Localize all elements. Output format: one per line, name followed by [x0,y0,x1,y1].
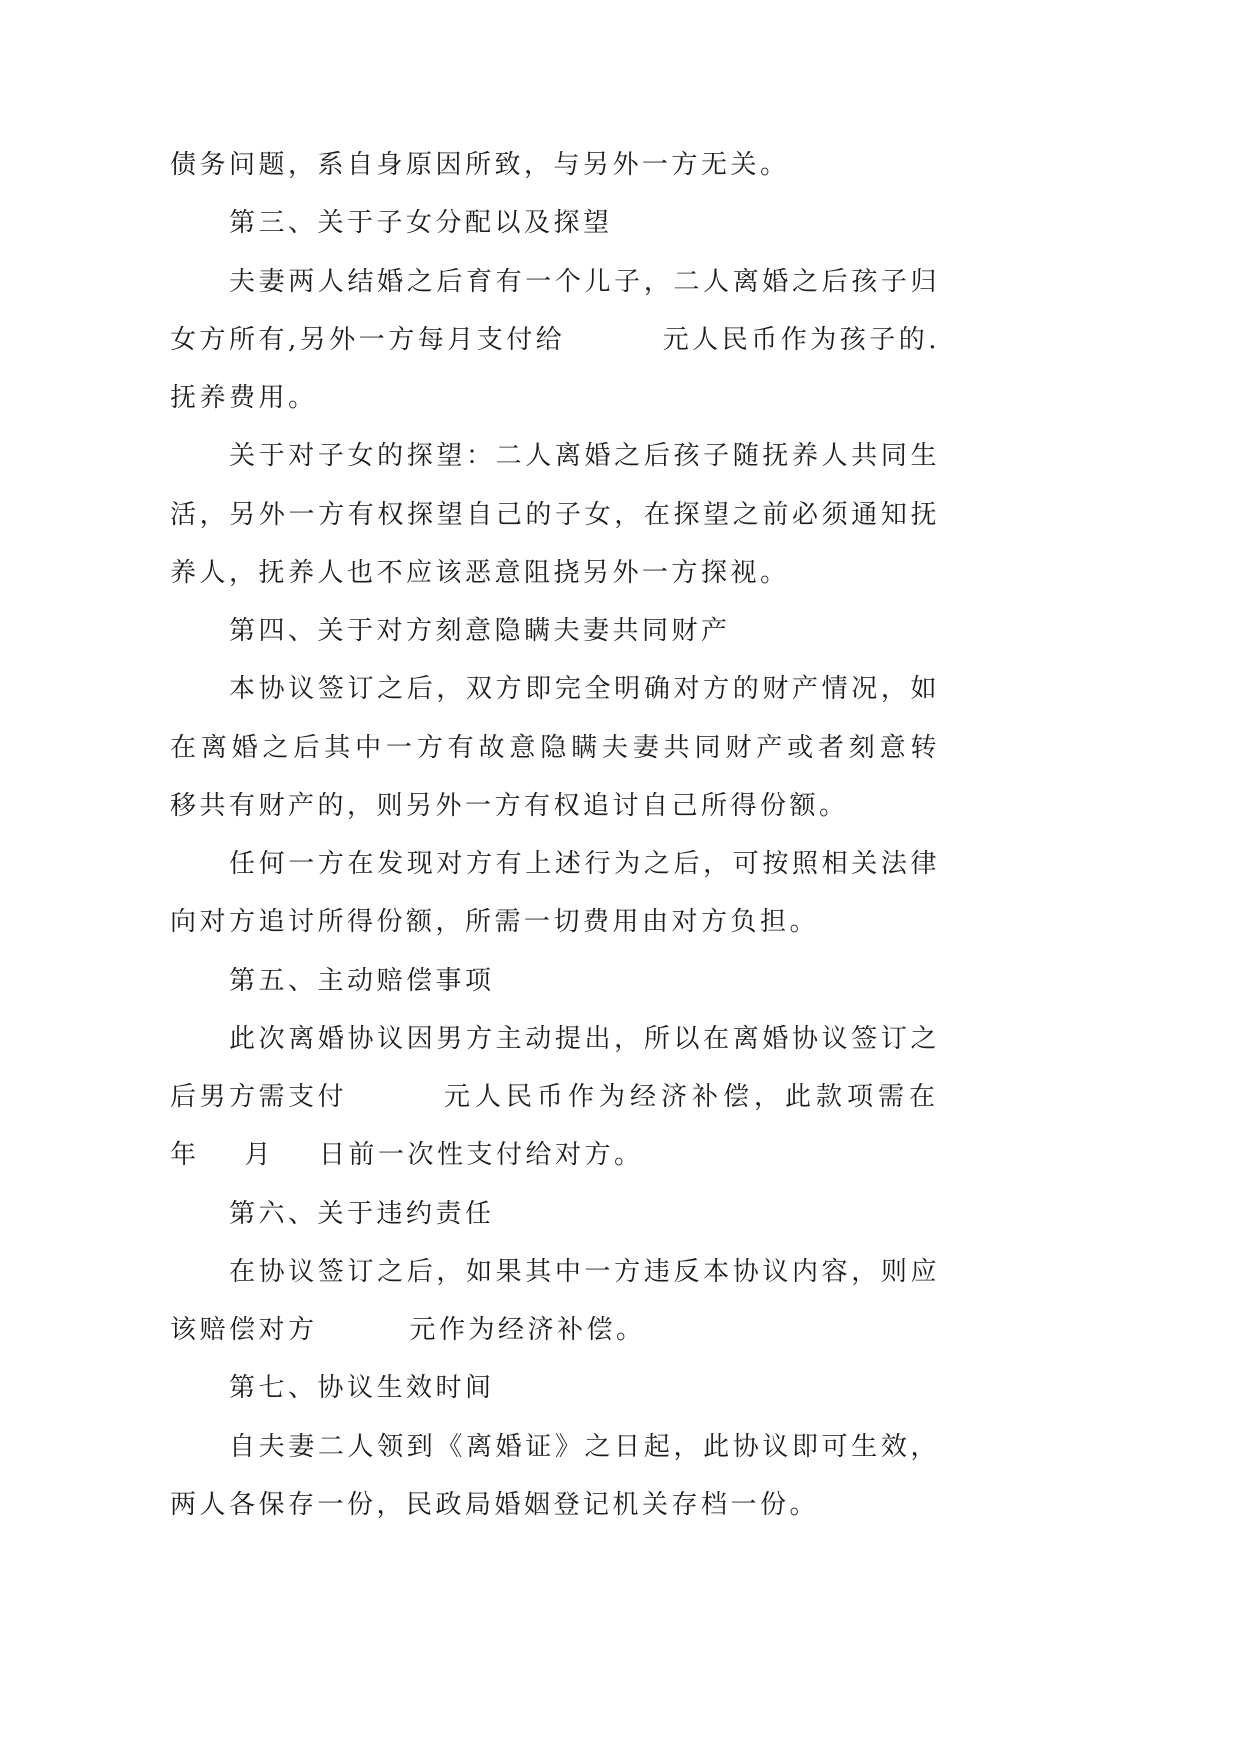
blank-gap [318,1337,410,1338]
line-segment: 年 [170,1140,200,1171]
body-line: 任何一方在发现对方有上述行为之后，可按照相关法律 [229,849,940,879]
line-segment: 元作为经济补偿。 [409,1315,646,1345]
body-line: 债务问题，系自身原因所致，与另外一方无关。 [170,150,790,180]
body-line: 活，另外一方有权探望自己的子女，在探望之前必须通知抚 [170,499,940,530]
document-body [170,136,940,1534]
section-heading: 第五、主动赔偿事项 [229,965,495,996]
section-heading: 第六、关于违约责任 [229,1198,495,1229]
section-heading: 第三、关于子女分配以及探望 [229,208,613,239]
body-line: 此次离婚协议因男方主动提出，所以在离婚协议签订之 [229,1023,940,1054]
line-segment: 月 [244,1140,275,1171]
body-line: 在协议签订之后，如果其中一方违反本协议内容，则应 [229,1256,940,1287]
body-line: 养人，抚养人也不应该恶意阻挠另外一方探视。 [170,557,790,588]
section-heading: 第四、关于对方刻意隐瞒夫妻共同财产 [229,616,731,646]
body-line: 自夫妻二人领到《离婚证》之日起，此协议即可生效， [229,1431,940,1462]
blank-gap [200,1162,245,1163]
line-segment: 元人民币作为经济补偿，此款项需在 [443,1082,940,1112]
line-segment: 后男方需支付 [170,1082,348,1112]
line-segment: 日前一次性支付给对方。 [319,1140,644,1171]
body-line: 抚养费用。 [170,383,318,413]
date-line-with-blanks [170,1126,940,1184]
body-line-with-blank [170,1068,940,1126]
line-segment: 元人民币作为孩子的. [662,324,940,355]
body-line-with-blank [170,1301,940,1359]
body-line: 本协议签订之后，双方即完全明确对方的财产情况，如 [229,674,940,705]
blank-gap [274,1162,319,1163]
body-line: 向对方追讨所得份额，所需一切费用由对方负担。 [170,907,820,938]
line-segment: 女方所有,另外一方每月支付给 [170,324,566,355]
body-line: 两人各保存一份，民政局婚姻登记机关存档一份。 [170,1489,820,1520]
line-segment: 该赔偿对方 [170,1315,318,1345]
section-heading: 第七、协议生效时间 [229,1373,495,1404]
body-line: 在离婚之后其中一方有故意隐瞒夫妻共同财产或者刻意转 [170,732,940,763]
body-line: 关于对子女的探望：二人离婚之后孩子随抚养人共同生 [229,441,940,472]
body-line: 移共有财产的，则另外一方有权追讨自己所得份额。 [170,790,849,821]
body-line: 夫妻两人结婚之后育有一个儿子，二人离婚之后孩子归 [229,266,940,297]
body-line-with-blank [170,311,940,369]
